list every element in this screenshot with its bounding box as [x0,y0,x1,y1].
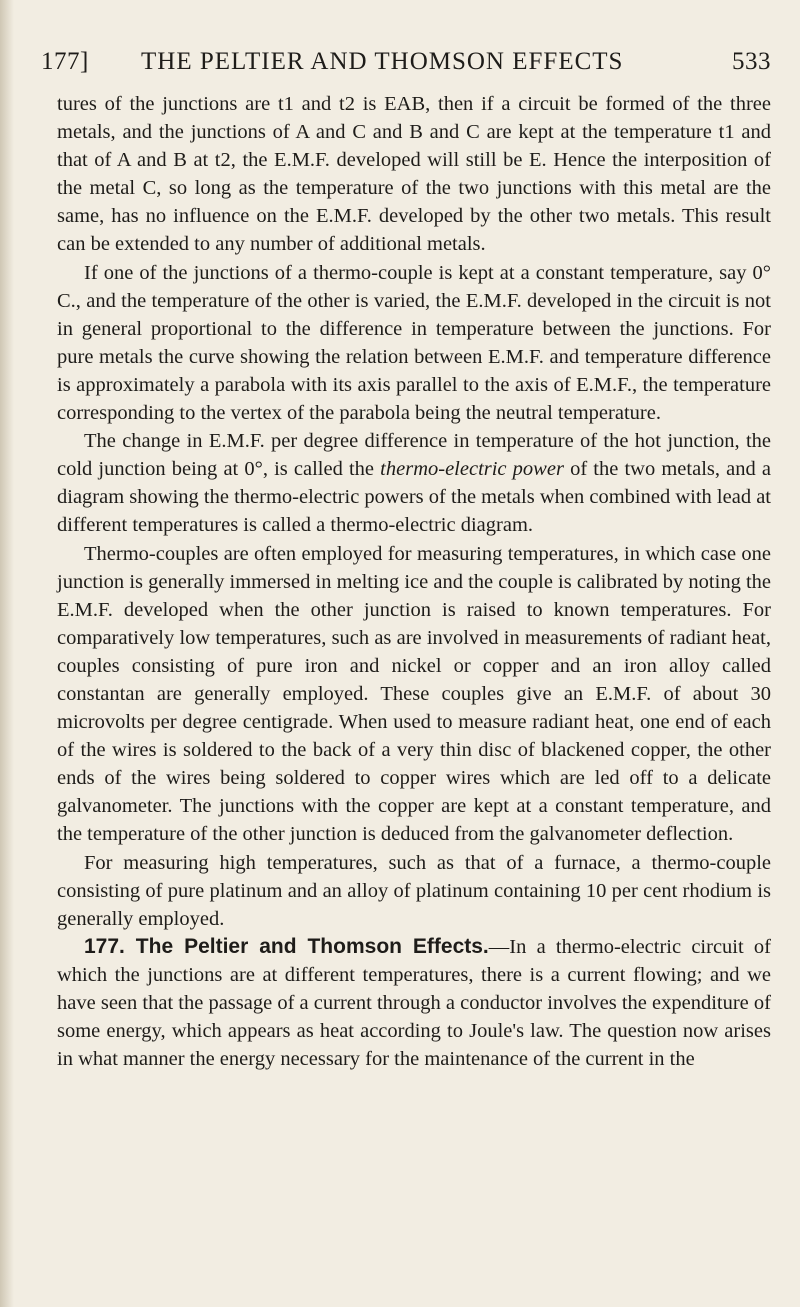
header-page-number: 533 [732,48,771,75]
paragraph-6-text: —In a thermo-electric circuit of which the junctions are at different temperatures, there is a current flowing; and we have seen that the passage of a current through a conductor involves the expenditure of some energy, which appears as heat according to Joule's law. The question now arises in what manner the energy necessary for the maintenance of the current in the [57,935,771,1071]
paragraph-6 [57,933,771,1073]
header-section-number: 177] [41,48,89,75]
paragraph-1: tures of the junctions are t1 and t2 is EAB, then if a circuit be formed of the three metals, and the junctions of A and C and B and C are kept at the temperature t1 and that of A and B at t2, the E.M.F. developed will still be E. Hence the interposition of the metal C, so long as the temperature of the two junctions with this metal are the same, has no influence on the E.M.F. developed by the other two metals. This result can be extended to any number of additional metals. [57,93,771,256]
paragraph-2: If one of the junctions of a thermo-couple is kept at a constant temperature, say 0° C., and the temperature of the other is varied, the E.M.F. developed in the circuit is not in general proportional to the difference in temperature between the junctions. For pure metals the curve showing the relation between E.M.F. and temperature difference is approximately a parabola with its axis parallel to the axis of E.M.F., the temperature corresponding to the vertex of the parabola being the neutral temperature. [57,261,771,425]
running-header [41,48,771,84]
page-gutter-shadow [0,0,14,1307]
paragraph-5: For measuring high temperatures, such as that of a furnace, a thermo-couple consisting of pure platinum and an alloy of platinum containing 10 per cent rhodium is generally employed. [57,851,771,930]
paragraph-4: Thermo-couples are often employed for measuring temperatures, in which case one junction is generally immersed in melting ice and the couple is calibrated by noting the E.M.F. developed when the other junction is raised to known temperatures. For comparatively low temperatures, such as are involved in measurements of radiant heat, couples consisting of pure iron and nickel or copper and an iron alloy called constantan are generally employed. These couples give an E.M.F. of about 30 microvolts per degree centigrade. When used to measure radiant heat, one end of each of the wires is soldered to the back of a very thin disc of blackened copper, the other ends of the wires being soldered to copper wires which are led off to a delicate galvanometer. The junctions with the copper are kept at a constant temperature, and the temperature of the other junction is deduced from the galvanometer deflection. [57,542,771,846]
paragraph-3-text-a: The change in E.M.F. per degree difference in temperature of the hot junction, the cold junction being at 0°, is called the [57,430,771,481]
body-text [57,90,771,1073]
paragraph-3-text-b: of the two metals, and a diagram showing the thermo-electric powers of the metals when combined with lead at different temperatures is called a thermo-electric diagram. [57,458,771,537]
paragraph-3 [57,427,771,539]
header-title: THE PELTIER AND THOMSON EFFECTS [141,48,624,75]
section-heading-177: 177. The Peltier and Thomson Effects. [84,934,489,958]
term-thermo-electric-power: thermo-electric power [380,458,564,481]
